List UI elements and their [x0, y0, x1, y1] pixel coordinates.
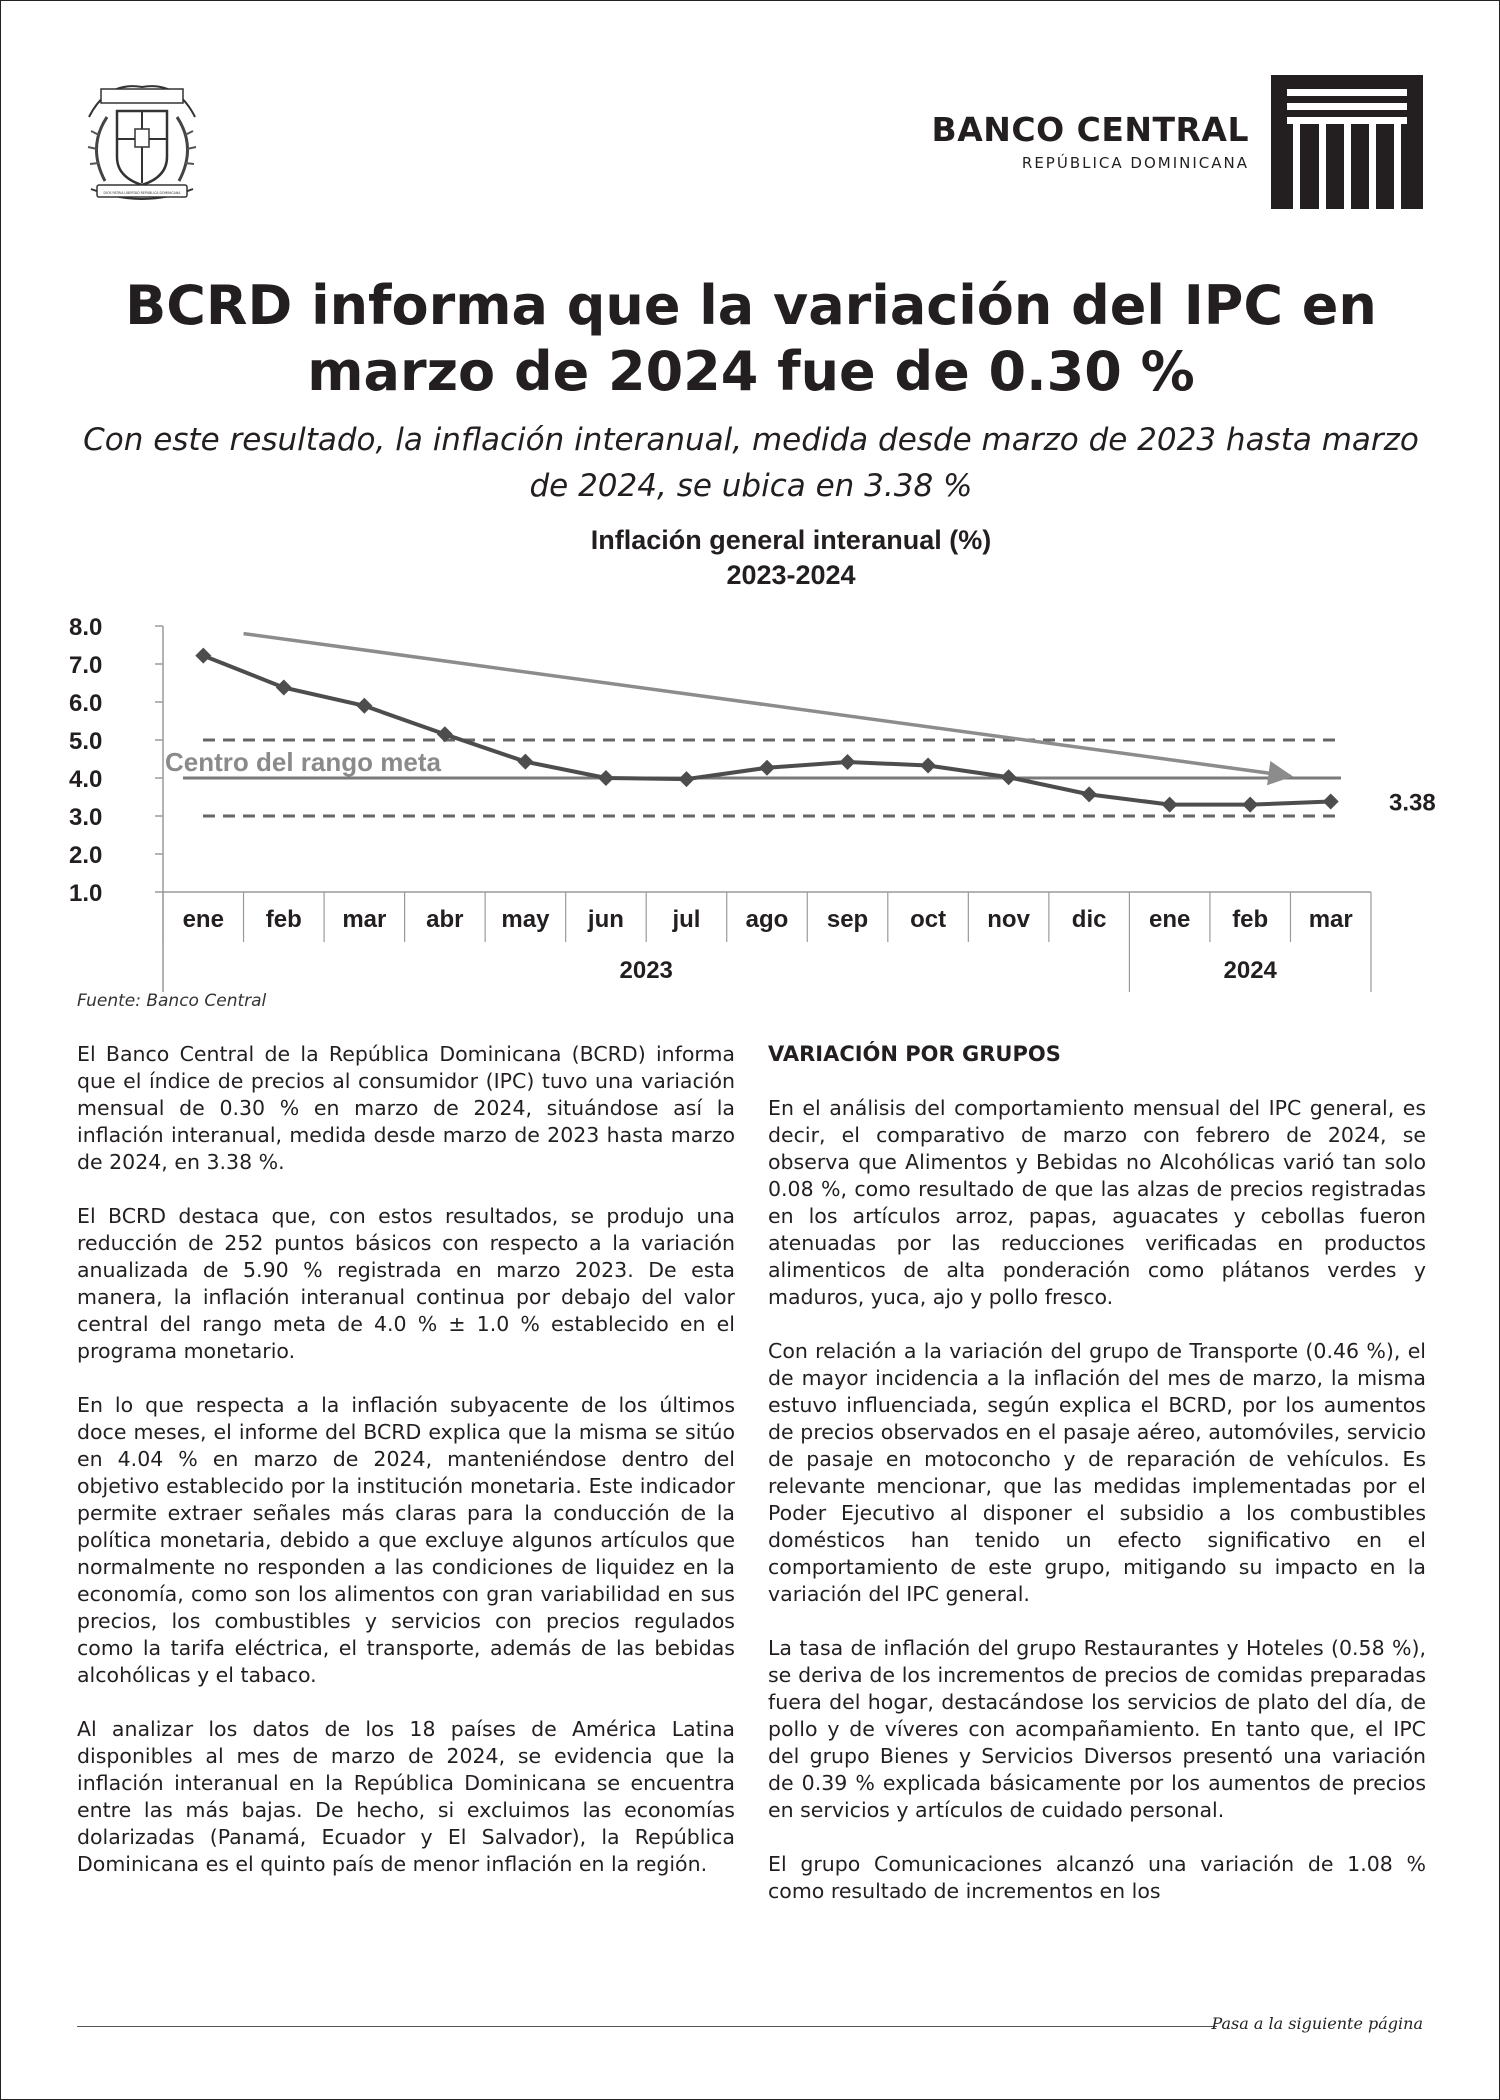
- series-point: [517, 754, 533, 770]
- x-tick-label: ago: [745, 906, 789, 933]
- y-tick-label: 1.0: [69, 880, 103, 907]
- headline-title: BCRD informa que la variación del IPC en marzo de 2024 fue de 0.30 %: [125, 274, 1377, 403]
- series-point: [356, 698, 372, 714]
- year-group-label: 2024: [1223, 957, 1277, 984]
- year-group-label: 2023: [619, 957, 673, 984]
- series-point: [840, 754, 856, 770]
- coat-of-arms-icon: [77, 77, 207, 207]
- series-point: [1001, 769, 1017, 785]
- target-center-label: Centro del rango meta: [165, 747, 441, 777]
- brand-name: BANCO CENTRAL: [931, 110, 1249, 149]
- x-tick-label: sep: [826, 906, 869, 933]
- seal-text: DIOS PATRIA LIBERTAD REPÚBLICA DOMINICANA: [103, 191, 181, 195]
- x-tick-label: feb: [265, 906, 302, 933]
- paragraph: El Banco Central de la República Dominicana (BCRD) informa que el índice de precios al consumidor (IPC) tuvo una variación mensual de 0.30 % en marzo de 2024, situándose así la inflación interanual, medida desde marzo de 2023 hasta marzo de 2024, en 3.38 %.: [77, 1042, 735, 1174]
- x-tick-label: ene: [1148, 906, 1191, 933]
- chart-title: Inflación general interanual (%): [590, 526, 992, 555]
- left-column: [77, 1041, 735, 1905]
- x-tick-label: jun: [587, 906, 624, 933]
- y-tick-label: 6.0: [69, 690, 103, 717]
- y-tick-label: 8.0: [69, 614, 103, 641]
- x-tick-label: dic: [1071, 906, 1107, 933]
- paragraph: La tasa de inflación del grupo Restaurantes y Hoteles (0.58 %), se deriva de los incrementos de precios de comidas preparadas fuera del hogar, destacándose los servicios de plato del día, de pollo y de víveres con acompañamiento. En tanto que, el IPC del grupo Bienes y Servicios Diversos presentó una variación de 0.39 % explicada básicamente por los aumentos de precios en servicios y artículos de cuidado personal.: [768, 1636, 1426, 1822]
- paragraph: Al analizar los datos de los 18 países de América Latina disponibles al mes de marzo de 2024, se evidencia que la inflación interanual en la República Dominicana se encuentra entre las más bajas. De hecho, si excluimos las economías dolarizadas (Panamá, Ecuador y El Salvador), la República Dominicana es el quinto país de menor inflación en la región.: [77, 1717, 735, 1876]
- x-tick-label: oct: [910, 906, 947, 933]
- series-point: [195, 648, 211, 664]
- inflation-chart: [61, 526, 1461, 1016]
- brand-block: [932, 75, 1423, 211]
- series-point: [598, 770, 614, 786]
- x-tick-label: may: [501, 906, 550, 933]
- y-tick-label: 4.0: [69, 766, 103, 793]
- x-tick-label: feb: [1232, 906, 1269, 933]
- end-value-label: 3.38: [1389, 789, 1436, 817]
- section-heading: VARIACIÓN POR GRUPOS: [768, 1042, 1061, 1066]
- headline-subtitle: Con este resultado, la inflación interanual, medida desde marzo de 2023 hasta marzo de 2024, se ubica en 3.38 %: [83, 422, 1419, 504]
- paragraph: El grupo Comunicaciones alcanzó una variación de 1.08 % como resultado de incrementos en los: [768, 1852, 1426, 1903]
- x-tick-label: nov: [987, 906, 1030, 933]
- paragraph: El BCRD destaca que, con estos resultados, se produjo una reducción de 252 puntos básicos con respecto a la variación anualizada de 5.90 % registrada en marzo 2023. De esta manera, la inflación interanual continua por debajo del valor central del rango meta de 4.0 % ± 1.0 % establecido en el programa monetario.: [77, 1204, 735, 1363]
- x-tick-label: mar: [1308, 906, 1353, 933]
- chart-subtitle: 2023-2024: [726, 560, 856, 590]
- series-point: [1081, 786, 1097, 802]
- series-point: [1162, 797, 1178, 813]
- paragraph: En lo que respecta a la inflación subyacente de los últimos doce meses, el informe del BCRD explica que la misma se sitúo en 4.04 % en marzo de 2024, manteniéndose dentro del objetivo establecido por la institución monetaria. Este indicador permite extraer señales más claras para la conducción de la política monetaria, debido a que excluye algunos artículos que normalmente no responden a las condiciones de liquidez en la economía, como son los alimentos con gran variabilidad en sus precios, los combustibles y servicios con precios regulados como la tarifa eléctrica, el transporte, además de las bebidas alcohólicas y el tabaco.: [77, 1393, 735, 1687]
- paragraph: En el análisis del comportamiento mensual del IPC general, es decir, el comparativo de marzo con febrero de 2024, se observa que Alimentos y Bebidas no Alcohólicas varió tan solo 0.08 %, como resultado de que las alzas de precios registradas en los artículos arroz, papas, aguacates y cebollas fueron atenuadas por las reducciones verificadas en productos alimenticos de alta ponderación como plátanos verdes y maduros, yuca, ajo y pollo fresco.: [768, 1096, 1426, 1309]
- series-point: [1242, 797, 1258, 813]
- series-line: [203, 656, 1330, 805]
- x-tick-label: abr: [426, 906, 464, 933]
- x-tick-label: ene: [182, 906, 224, 933]
- chart-source: Fuente: Banco Central: [77, 991, 267, 1011]
- y-tick-label: 5.0: [69, 728, 103, 755]
- series-point: [920, 757, 936, 773]
- x-tick-label: jul: [672, 906, 701, 933]
- inflation-chart-svg: [61, 526, 1461, 1016]
- series-point: [759, 760, 775, 776]
- right-column: [768, 1041, 1426, 1932]
- bank-columns-logo-icon: [1271, 75, 1423, 209]
- series-point: [276, 680, 292, 696]
- brand-subtitle: REPÚBLICA DOMINICANA: [1021, 154, 1249, 172]
- series-point: [678, 771, 694, 787]
- y-tick-label: 7.0: [69, 652, 103, 679]
- next-page-note: Pasa a la siguiente página: [1211, 2014, 1423, 2033]
- y-tick-label: 3.0: [69, 804, 103, 831]
- x-tick-label: mar: [342, 906, 387, 933]
- series-point: [1323, 794, 1339, 810]
- paragraph: Con relación a la variación del grupo de Transporte (0.46 %), el de mayor incidencia a la inflación del mes de marzo, la misma estuvo influenciada, según explica el BCRD, por los aumentos de precios observados en el pasaje aéreo, automóviles, servicio de pasaje en motoconcho y de reparación de vehículos. Es relevante mencionar, que las medidas implementadas por el Poder Ejecutivo al disponer el subsidio a los combustibles domésticos han tenido un efecto significativo en el comportamiento de este grupo, mitigando su impacto en la variación del IPC general.: [768, 1339, 1426, 1606]
- footer-divider: [77, 2026, 1217, 2027]
- y-tick-label: 2.0: [69, 842, 103, 869]
